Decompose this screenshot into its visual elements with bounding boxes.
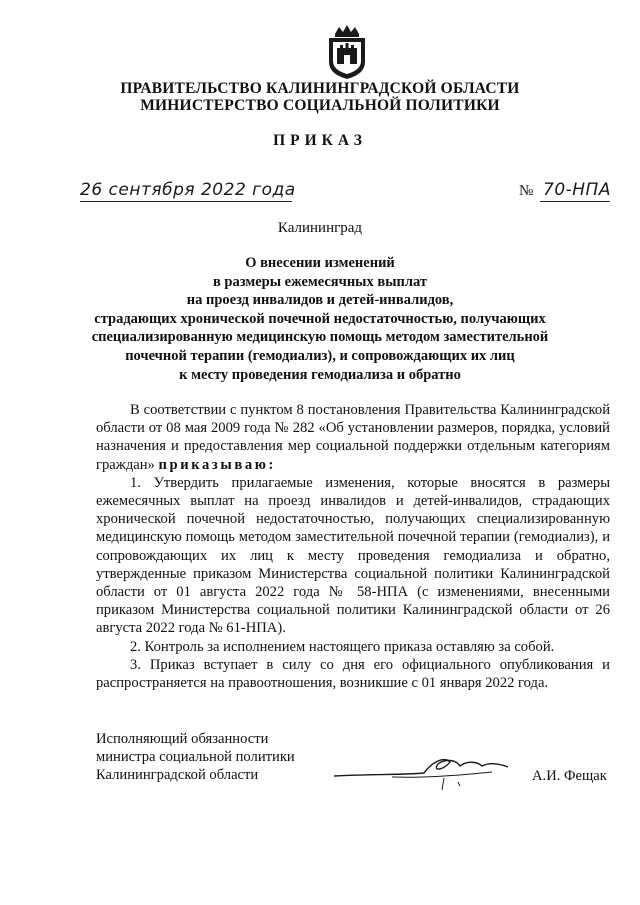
document-date: 26 сентября 2022 года [80,180,296,200]
title-line: к месту проведения гемодиализа и обратно [179,366,461,383]
signer-name: А.И. Фещак [532,768,607,784]
city-name: Калининград [277,220,363,236]
handwritten-signature [332,748,510,794]
org-name-government: ПРАВИТЕЛЬСТВО КАЛИНИНГРАДСКОЙ ОБЛАСТИ [120,80,520,97]
clause-1: 1. Утвердить прилагаемые изменения, которые вносятся в размеры ежемесячных выплат на проезд инвалидов и детей-инвалидов, страдающих хронической почечной недостаточностью, получающих специализированную медицинскую помощь методом заместительной почечной терапии (гемодиализ), и сопровождающих их лиц к месту проведения гемодиализа и обратно, утвержденные приказом Министерства социальной политики Калининградской области от 01 августа 2022 года № 58-НПА (с изменениями, внесенными приказом Министерства социальной политики Калининградской области от 26 августа 2022 года № 61-НПА). [96,474,610,637]
preamble-text: В соответствии с пунктом 8 постановления Правительства Калининградской области от 08 мая 2009 года № 282 «Об установлении размеров, порядка, условий назначения и предоставления мер социальной поддержки отдельным категориям граждан» [96,402,610,473]
clause-2: 2. Контроль за исполнением настоящего приказа оставляю за собой. [130,638,555,655]
clause-3: 3. Приказ вступает в силу со дня его официального опубликования и распространяется на правоотношения, возникшие с 01 января 2022 года. [96,656,610,692]
org-name-ministry: МИНИСТЕРСТВО СОЦИАЛЬНОЙ ПОЛИТИКИ [140,97,500,114]
document-body [96,401,610,692]
document-number: 70-НПА [543,180,611,200]
document-title [60,254,580,384]
coat-of-arms-icon [325,24,369,80]
position-line: министра социальной политики [96,749,295,766]
preamble-paragraph [96,401,610,474]
title-line: страдающих хронической почечной недостаточностью, получающих [94,310,546,327]
title-line: специализированную медицинскую помощь методом заместительной [91,329,549,346]
date-underline [80,201,292,202]
document-type: ПРИКАЗ [273,132,367,149]
position-line: Калининградской области [96,767,259,784]
title-line: на проезд инвалидов и детей-инвалидов, [186,292,454,309]
title-line: О внесении изменений [245,255,395,271]
title-line: в размеры ежемесячных выплат [212,273,428,290]
signatory-position [96,730,295,785]
number-underline [540,201,610,202]
title-line: почечной терапии (гемодиализ), и сопровождающих их лиц [125,347,515,364]
number-sign: № [519,183,534,199]
order-word: приказываю: [158,456,276,473]
position-line: Исполняющий обязанности [96,731,269,747]
